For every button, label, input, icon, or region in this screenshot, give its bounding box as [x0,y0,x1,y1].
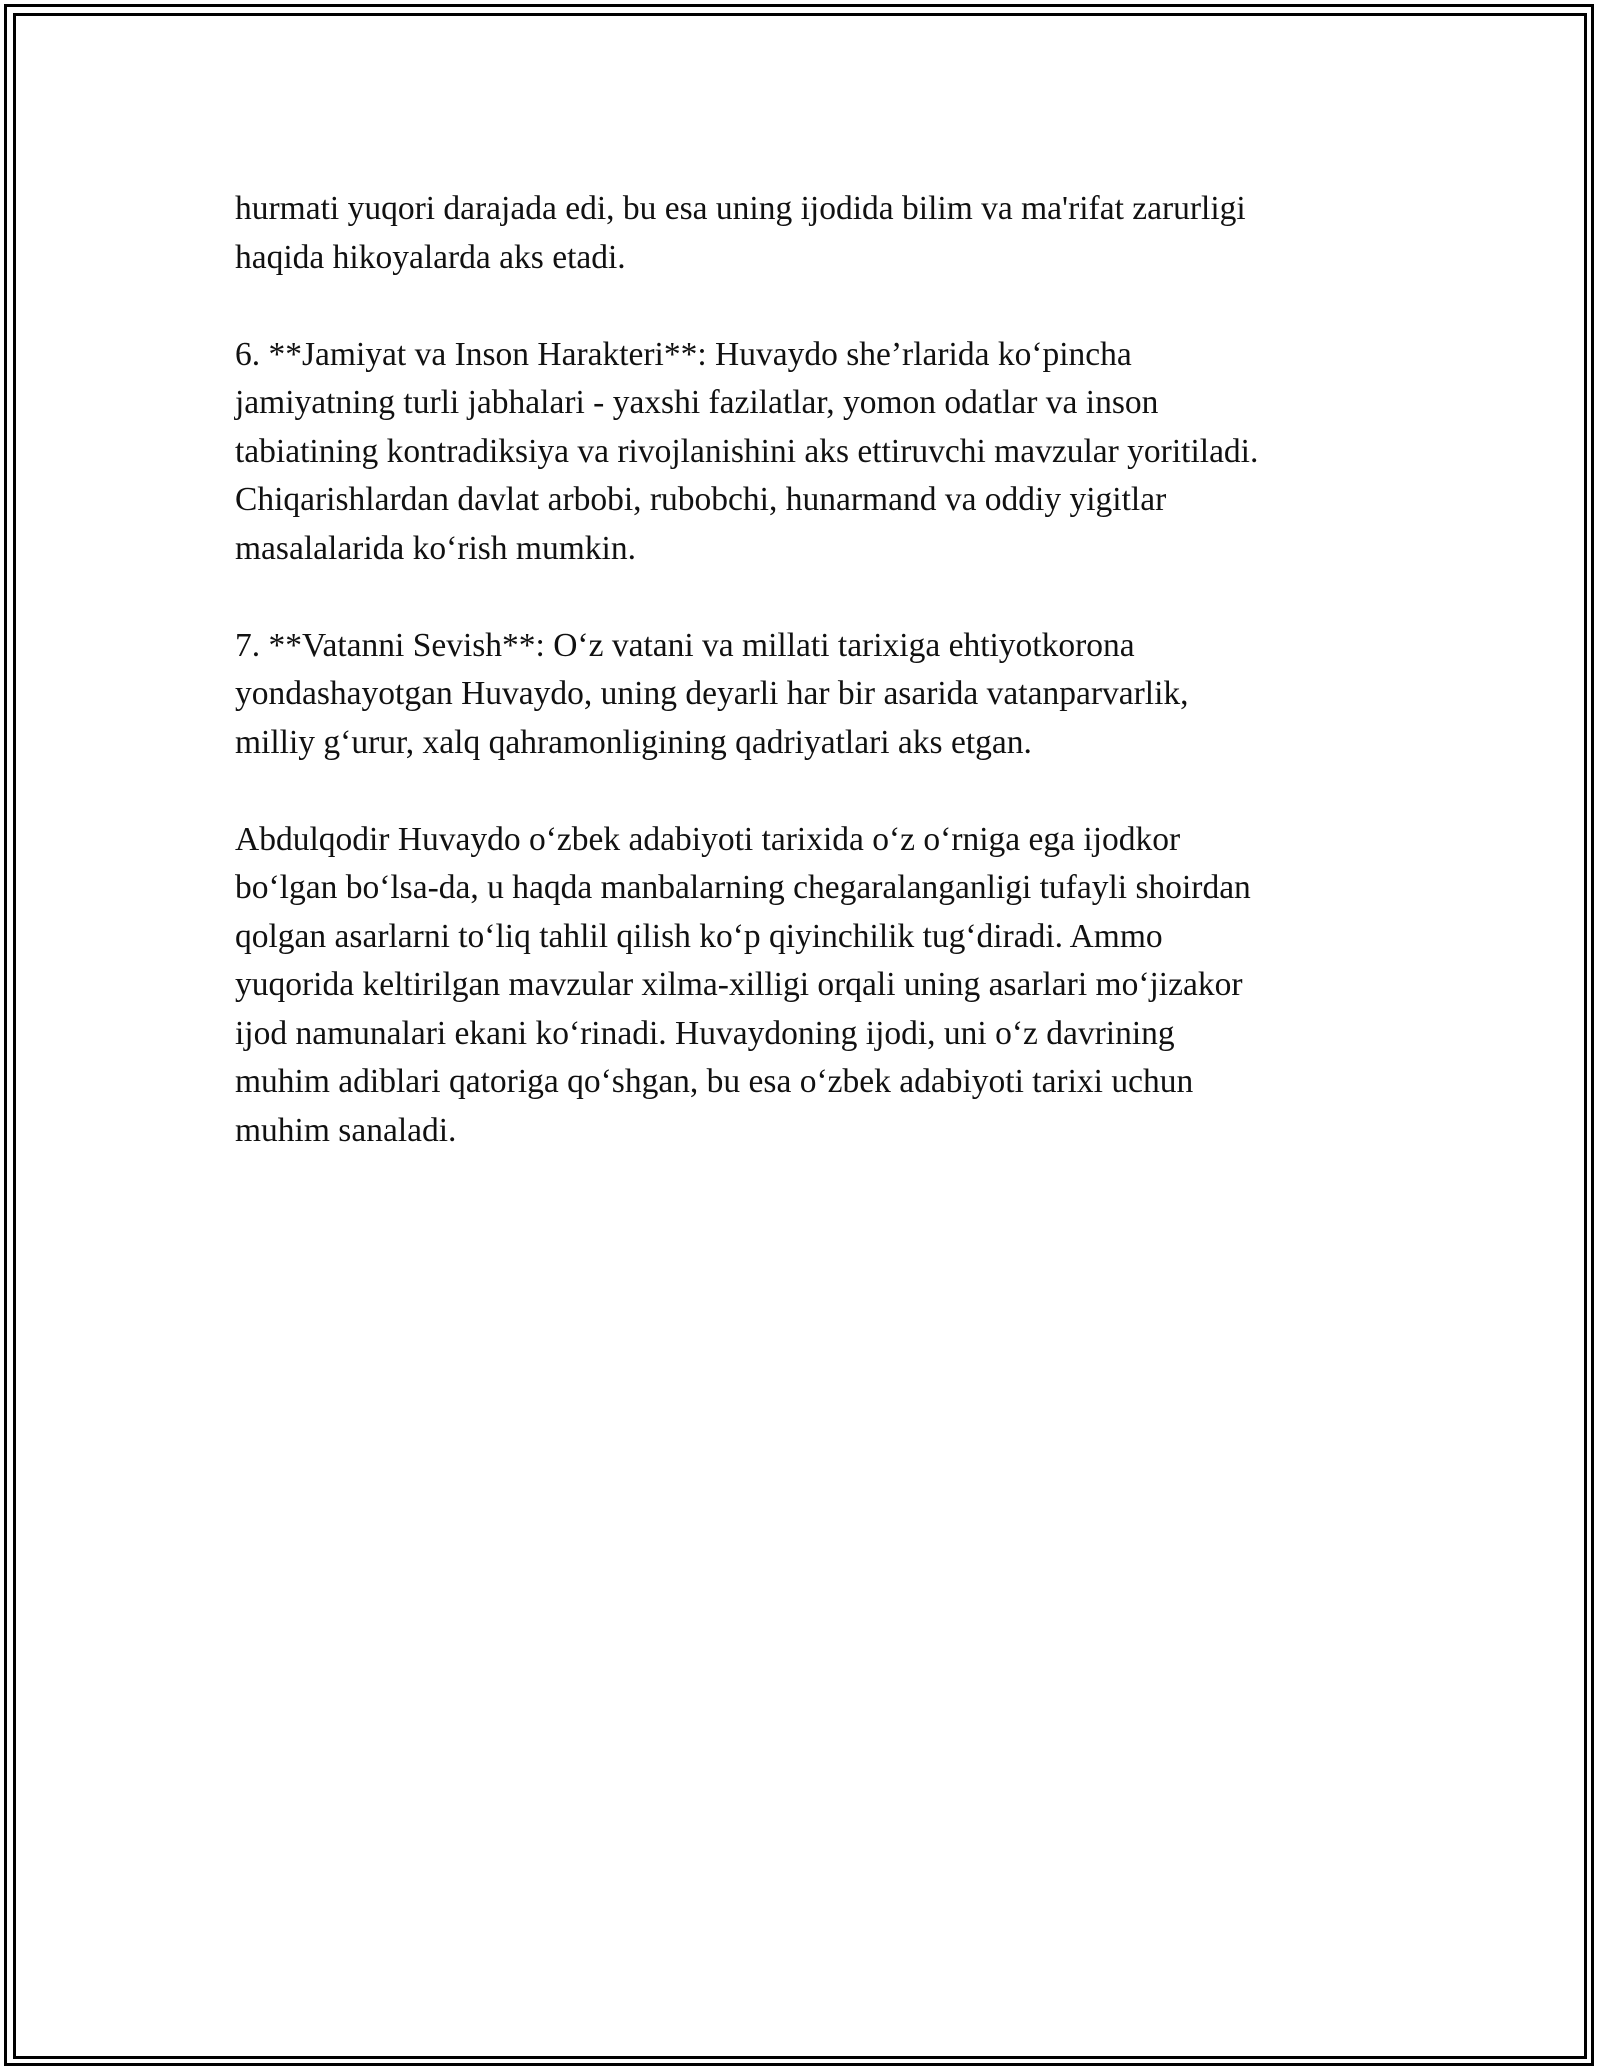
paragraph-conclusion: Abdulqodir Huvaydo o‘zbek adabiyoti tarixida o‘z o‘rniga ega ijodkor bo‘lgan bo‘lsa-da, u haqda manbalarning chegaralanganligi tufayli shoirdan qolgan asarlarni to‘liq tahlil qilish ko‘p qiyinchilik tug‘diradi. Ammo yuqorida keltirilgan mavzular xilma-xilligi orqali uning asarlari mo‘jizakor ijod namunalari ekani ko‘rinadi. Huvaydoning ijodi, uni o‘z davrining muhim adiblari qatoriga qo‘shgan, bu esa o‘zbek adabiyoti tarixi uchun muhim sanaladi. [235,820,1251,1149]
paragraph-continuation: hurmati yuqori darajada edi, bu esa uning ijodida bilim va ma'rifat zarurligi haqida hikoyalarda aks etadi. [235,190,1246,276]
paragraph-item-6: 6. **Jamiyat va Inson Harakteri**: Huvaydo she’rlarida ko‘pincha jamiyatning turli jabhalari - yaxshi fazilatlar, yomon odatlar va inson tabiatining kontradiksiya va rivojlanishini aks ettiruvchi mavzular yoritiladi. Chiqarishlardan davlat arbobi, rubobchi, hunarmand va oddiy yigitlar masalalarida ko‘rish mumkin. [235,335,1259,567]
paragraph-item-7: 7. **Vatanni Sevish**: O‘z vatani va millati tarixiga ehtiyotkorona yondashayotgan Huvaydo, uning deyarli har bir asarida vatanparvarlik, milliy g‘urur, xalq qahramonligining qadriyatlari aks etgan. [235,626,1189,761]
document-body [235,185,1365,1204]
